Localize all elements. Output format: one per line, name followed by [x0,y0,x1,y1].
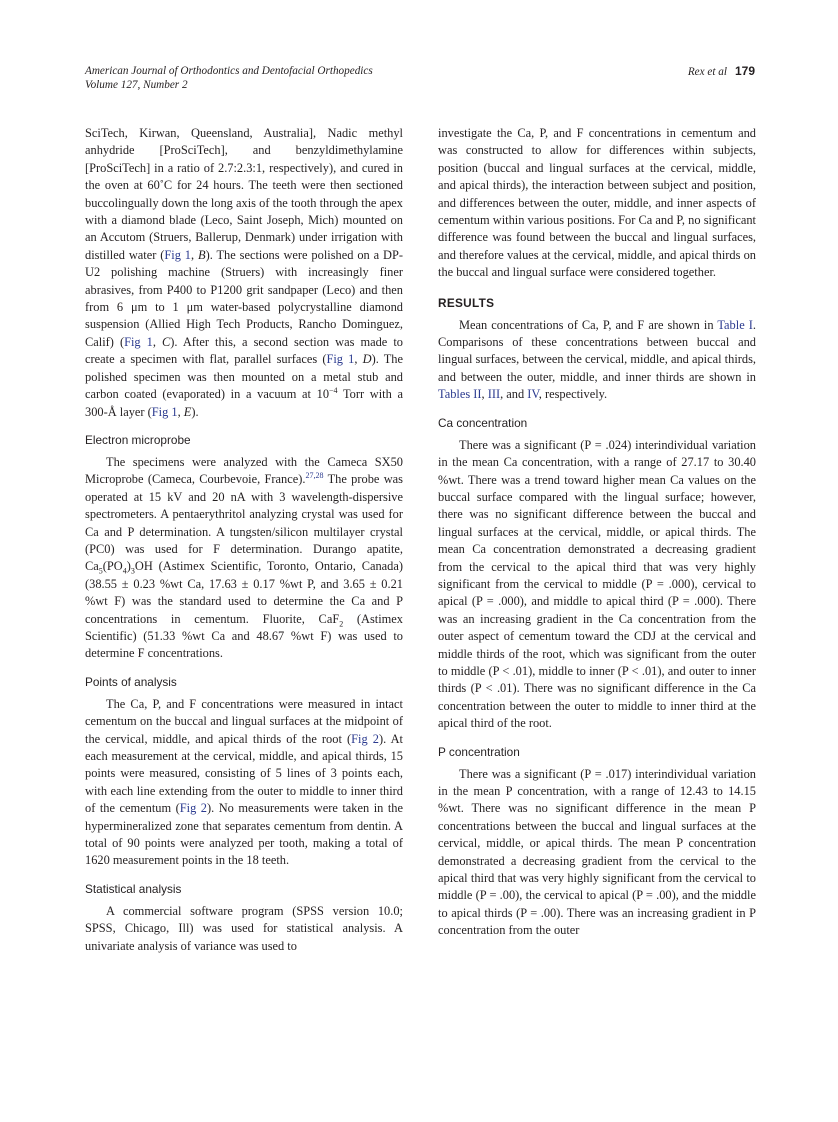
journal-info [85,64,373,92]
text: ). After this, a second section was made to create a specimen with flat, parallel surfaces ( [85,334,403,367]
heading-statistical-analysis: Statistical analysis [85,881,182,896]
text: The specimens were analyzed with the Cameca SX50 Microprobe (Cameca, Courbevoie, France). [85,454,403,487]
journal-title: American Journal of Orthodontics and Dentofacial Orthopedics [85,65,373,77]
text: B [198,247,206,262]
subscript: 5 [98,566,103,576]
text: ). At each measurement at the cervical, middle, and apical thirds, 15 points were measured, consisting of 5 lines of 3 points each, with each line extending from the outer to middle to inner third of the cementum ( [85,731,403,816]
fig-1-link[interactable]: Fig 1 [164,247,191,262]
superscript: −4 [329,385,338,395]
text: Mean concentrations of Ca, P, and F are shown in [459,317,718,332]
subscript: 4 [122,566,127,576]
statistical-analysis-paragraph: A commercial software program (SPSS version 10.0; SPSS, Chicago, Ill) was used for statistical analysis. A univariate analysis of variance was used to [85,903,403,953]
heading-points-of-analysis: Points of analysis [85,674,177,689]
heading-electron-microprobe: Electron microprobe [85,432,191,447]
points-of-analysis-paragraph [85,696,403,870]
fig-1-link[interactable]: Fig 1 [124,334,153,349]
fig-1-link[interactable]: Fig 1 [151,404,178,419]
page-info [688,64,755,79]
heading-results: RESULTS [438,295,495,310]
text: ). The polished specimen was then mounted on a metal stub and carbon coated (evaporated) in a vacuum at 10 [85,352,403,402]
journal-volume: Volume 127, Number 2 [85,79,188,91]
text: , [481,387,488,402]
text: , [152,334,162,349]
table-4-link[interactable]: IV [527,387,539,402]
subscript: 2 [339,619,344,629]
text: . Comparisons of these concentrations between buccal and lingual surfaces, between the cervical, middle, and apical thirds, and between the outer, middle, and inner thirds are shown in [438,317,756,384]
text: SciTech, Kirwan, Queensland, Australia], Nadic methyl anhydride [ProSciTech], and benzyldimethylamine [ProSciTech] in a ratio of 2.7:2.3:1, respectively), and cured in the oven at 60˚C for 24 hours. The teeth were then sectioned buccolingually down the long axis of the tooth through the apex with a diamond blade (Leco, Saint Joseph, Mich) mounted on an Accutom (Struers, Ballerup, Denmark) under irrigation with distilled water ( [85,126,403,262]
text: , [191,247,198,262]
text: (Astimex Scientific) (51.33 %wt Ca and 48.67 %wt F) was used to determine F concentrations. [85,611,403,661]
text: ) [126,559,131,574]
text: (PO [102,559,123,574]
text: , and [500,387,528,402]
fig-2-link[interactable]: Fig 2 [179,801,207,816]
heading-ca-concentration: Ca concentration [438,415,528,430]
left-column [85,125,403,955]
methods-paragraph-1 [85,125,403,421]
page-number: 179 [734,64,755,78]
ca-concentration-paragraph: There was a significant (P = .024) interindividual variation in the mean Ca concentration, with a range of 27.17 to 30.40 %wt. There was a trend toward higher mean Ca values on the buccal surface compared with the lingual surface; however, there was no significant difference between the buccal and lingual surfaces at the cervical, middle, or apical thirds. The mean Ca concentration demonstrated a decreasing gradient from the cervical to the apical third that was very highly significant from the cervical to middle (P = .000), cervical to apical (P = .000), and middle to apical third (P = .000). There was an increasing gradient in the Ca concentration from the outer aspect of cementum toward the CDJ at the cervical and middle thirds of the root, which was significant from the outer to middle (P < .01), middle to inner (P < .01), and outer to inner thirds (P < .01). There was no significant difference in the Ca concentration between the outer to middle to inner third at the apical third of the root. [438,437,756,731]
text: D [362,352,372,367]
text: E [183,404,192,419]
reference-link[interactable]: 27,28 [305,471,324,481]
text: ). The sections were polished on a DP-U2 polishing machine (Struers) with increasingly finer abrasives, from P400 to P1200 grit sandpaper (Leco) and then from 6 μm to 1 μm water-based polycrystalline diamond suspension (Allied High Tech Products, Rancho Dominguez, Calif) ( [85,247,403,349]
text: The Ca, P, and F concentrations were measured in intact cementum on the buccal and lingual surfaces at the midpoint of the cervical, middle, and apical thirds of the root ( [85,696,403,746]
text: ). [191,404,199,419]
authors: Rex et al [687,66,727,78]
p-concentration-paragraph: There was a significant (P = .017) interindividual variation in the mean P concentration, with a range of 12.43 to 14.15 %wt. There was no significant difference in the mean P concentrations between the buccal and lingual surfaces at the cervical, middle, or apical thirds. The mean P concentration demonstrated a decreasing gradient from the cervical to the apical third that was very highly significant from the cervical to middle (P = .00), the cervical to apical (P = .00), and the middle to apical thirds (P = .00). There was an increasing gradient in P concentration from the outer [438,766,756,938]
results-paragraph [438,317,756,404]
fig-1-link[interactable]: Fig 1 [326,352,355,367]
text: OH (Astimex Scientific, Toronto, Ontario, Canada) (38.55 ± 0.23 %wt Ca, 17.63 ± 0.17 %wt P, and 3.65 ± 0.21 %wt F) was the standard used to determine the Ca and P concentrations in cementum. Fluorite, CaF [85,559,403,626]
fig-2-link[interactable]: Fig 2 [351,731,379,746]
right-column [438,125,756,940]
table-3-link[interactable]: III [487,387,501,402]
subscript: 3 [130,566,135,576]
text: C [161,334,171,349]
text: , respectively. [538,387,608,402]
text: , [177,404,184,419]
table-2-link[interactable]: Tables II [438,387,482,402]
text: , [354,352,363,367]
text: Torr with a 300-Å layer ( [85,387,403,419]
heading-p-concentration: P concentration [438,744,520,759]
table-1-link[interactable]: Table I [717,317,753,332]
electron-microprobe-paragraph [85,454,403,663]
statistical-analysis-continued: investigate the Ca, P, and F concentrations in cementum and was constructed to allow for differences within subjects, position (buccal and lingual surfaces at the cervical, middle, and apical thirds), the interaction between subject and position, and differences between the outer, middle, and inner aspects of cementum within various positions. For Ca and P, no significant difference was found between the buccal and lingual surfaces, and therefore values at the cervical, middle, and apical thirds on the buccal and lingual surface were considered together. [438,126,756,280]
text: The probe was operated at 15 kV and 20 nA with 3 wavelength-dispersive spectrometers. A pentaerythritol analyzing crystal was used for Ca and P determination. A tungsten/silicon multilayer crystal (PC0) was used for F determination. Durango apatite, Ca [85,472,403,574]
text: ). No measurements were taken in the hypermineralized zone that separates cementum from dentin. A total of 90 points were analyzed per tooth, making a total of 1620 measurement points in the 18 teeth. [85,801,403,868]
